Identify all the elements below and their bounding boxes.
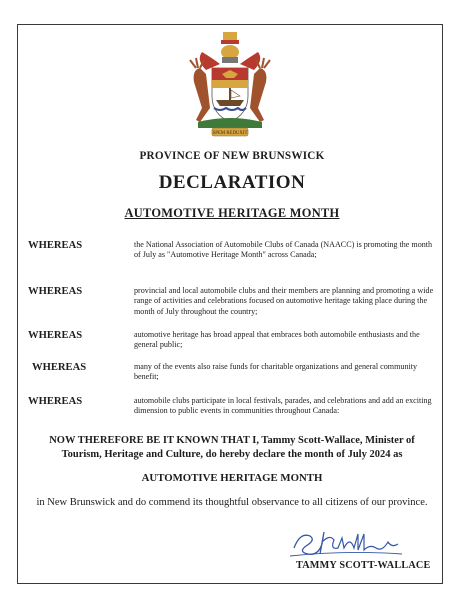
closing-text: in New Brunswick and do commend its thoughtful observance to all citizens of our province. — [36, 497, 428, 508]
clause-text: automotive heritage has broad appeal that embraces both automobile enthusiasts and the general public; — [134, 330, 420, 350]
clause-label: WHEREAS — [28, 396, 83, 407]
declaration-subject: AUTOMOTIVE HERITAGE MONTH — [124, 206, 340, 220]
signer-name: TAMMY SCOTT-WALLACE — [296, 560, 431, 571]
clause-label: WHEREAS — [28, 240, 83, 251]
crest-motto: SPEM REDUXIT — [212, 131, 248, 137]
document-title: DECLARATION — [158, 172, 306, 193]
clause-label: WHEREAS — [28, 330, 83, 341]
coat-of-arms-icon — [186, 30, 274, 140]
clause-text: the National Association of Automobile Clubs of Canada (NAACC) is promoting the month of July as "Automotive Heritage Month" across Canada; — [134, 240, 433, 260]
handwritten-signature — [286, 526, 406, 560]
clause-label: WHEREAS — [28, 286, 83, 297]
province-heading: PROVINCE OF NEW BRUNSWICK — [139, 150, 325, 162]
clause-text: automobile clubs participate in local festivals, parades, and celebrations and add an exciting dimension to public events in communities throughout Canada: — [134, 396, 432, 416]
clause-text: many of the events also raise funds for charitable organizations and general community benefit; — [134, 362, 418, 382]
clause-text: provincial and local automobile clubs and their members are planning and promoting a wide range of activities and celebrations focused on automotive heritage taking place during the month of July throughout the country; — [134, 286, 434, 316]
resolution-text: NOW THEREFORE BE IT KNOWN THAT I, Tammy Scott-Wallace, Minister of Tourism, Heritage and Culture, do hereby declare the month of July 2024 as — [49, 435, 415, 460]
clause-label: WHEREAS — [32, 362, 87, 373]
declared-month-heading: AUTOMOTIVE HERITAGE MONTH — [141, 472, 323, 484]
